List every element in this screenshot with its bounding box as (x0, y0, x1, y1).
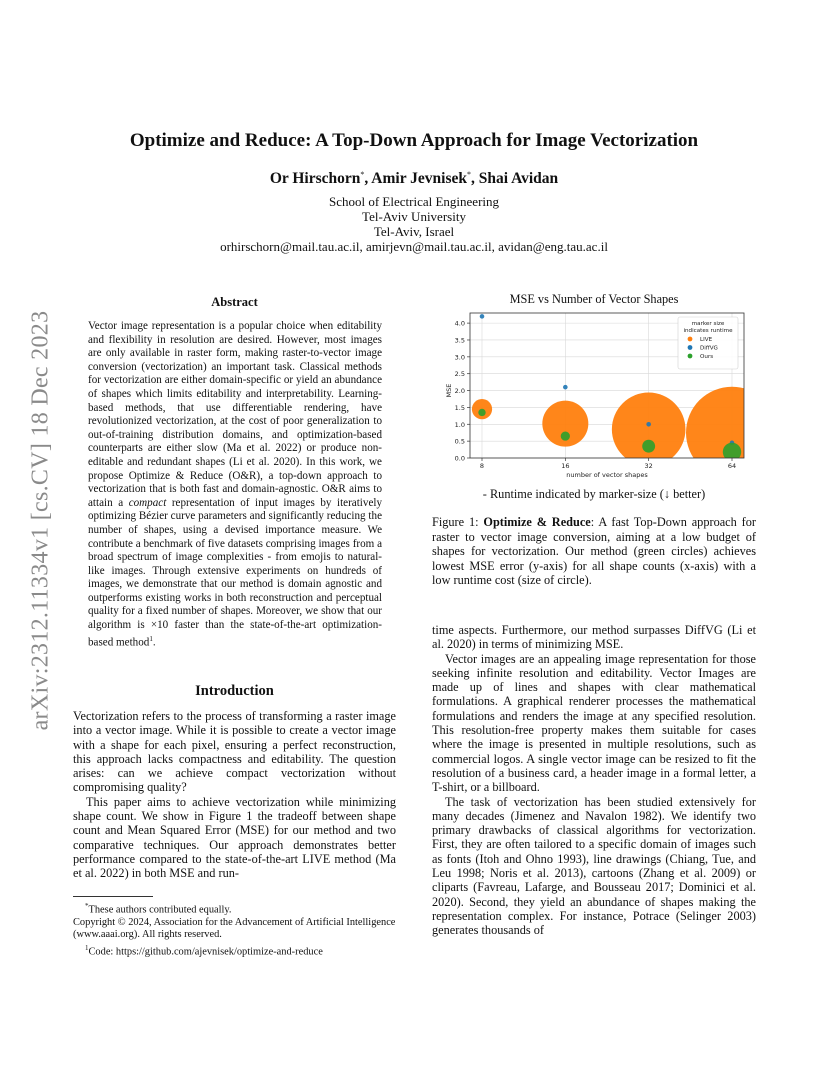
author-emails: orhirschorn@mail.tau.ac.il, amirjevn@mail.tau.ac.il, avidan@eng.tau.ac.il (220, 239, 608, 254)
abstract-text: Vector image representation is a popular choice when editability and flexibility in resolution are desired. However, most images are only available in raster form, making raster-to-vector image conversion (vectorization) an important task. Classical methods for vectorization are either domain-specific or yield an abundance of shapes which limits editability and interpretability. Learning-based methods, that use differentiable rendering, have revolutionized vectorization, at the cost of poor generalization to out-of-training distribution domains, and optimization-based counterparts are either slow (Ma et al. 2022) or produce non-editable and redundant shapes (Li et al. 2020). In this work, we propose Optimize & Reduce (O&R), a top-down approach to vectorization that is both fast and domain-agnostic. O&R aims to attain a (88, 320, 382, 509)
paragraph: Vectorization refers to the process of transforming a raster image into a vector image. While it is possible to create a vector image with a shape for each pixel, ensuring a perfect reconstruction, this approach lacks compactness and editability. The question arises: can we achieve compact vectorization without compromising quality? (73, 709, 396, 795)
footnotes (73, 900, 396, 959)
figure-caption-bold: Optimize & Reduce (483, 515, 591, 529)
legend-marker (688, 345, 693, 350)
abstract-heading: Abstract (211, 295, 258, 309)
y-tick-label: 1.0 (454, 420, 465, 429)
legend-title: indicates runtime (683, 328, 733, 334)
chart-caption: - Runtime indicated by marker-size (↓ better) (482, 487, 706, 501)
author-separator: , (364, 170, 372, 188)
arxiv-identifier (22, 283, 60, 758)
footnote-text: Code: https://github.com/ajevnisek/optimize-and-reduce (88, 946, 323, 958)
section-heading-introduction: Introduction (195, 683, 274, 699)
footnote-code (73, 942, 396, 959)
legend-label: Ours (700, 354, 714, 360)
introduction-body (73, 709, 396, 881)
x-tick-label: 16 (561, 462, 570, 470)
x-tick-label: 8 (479, 462, 485, 470)
author-name: Shai Avidan (478, 170, 559, 188)
affiliation-university: Tel-Aviv University (362, 209, 466, 224)
abstract-body (88, 320, 382, 650)
x-tick-label: 32 (644, 462, 653, 470)
footnote-text: These authors contributed equally. (88, 904, 232, 916)
x-tick-label: 64 (727, 462, 737, 470)
abstract-emphasis: compact (128, 496, 167, 509)
marker-live (686, 387, 756, 479)
equal-contribution-mark: * (360, 170, 365, 179)
right-column-body (432, 623, 756, 938)
mse-chart (432, 308, 756, 483)
marker-diffvg (563, 385, 568, 390)
legend-label: LIVE (700, 337, 713, 343)
footnote-mark: 1 (149, 634, 153, 643)
footnote-mark: 1 (85, 943, 89, 952)
chart-title: MSE vs Number of Vector Shapes (509, 292, 679, 306)
abstract-end: . (152, 636, 156, 649)
affiliation-block (60, 194, 768, 254)
y-tick-label: 3.0 (454, 353, 465, 362)
y-tick-label: 3.5 (454, 336, 465, 345)
marker-diffvg (646, 422, 651, 427)
marker-ours (642, 440, 655, 453)
footnote-mark: * (85, 902, 89, 910)
y-tick-label: 1.5 (454, 403, 465, 412)
marker-ours (478, 409, 485, 416)
abstract-text: representation of input images by iteratively optimizing Bézier curve parameters and significantly reducing the number of shapes, using a devised importance measure. We contribute a benchmark of five datasets comprising images from a broad spectrum of image complexities - from emojis to natural-like images. Through extensive experiments on hundreds of images, we demonstrate that our method is domain agnostic and outperforms existing works in both reconstruction and perceptual quality for a fixed number of shapes. Moreover, we show that our algorithm is ×10 faster than the state-of-the-art optimization-based method (88, 496, 382, 649)
marker-ours (561, 431, 570, 440)
author-separator: , (471, 170, 479, 188)
footnote-divider (73, 896, 153, 897)
legend-title: marker size (691, 321, 725, 327)
author-list (60, 170, 768, 188)
figure-caption (432, 515, 756, 588)
legend-marker (688, 354, 693, 359)
author-name: Or Hirschorn (269, 170, 361, 188)
figure-caption-text: : A fast Top-Down approach for raster to vector image conversion, aiming at a low budget of shapes for vectorization. Our method (green circles) achieves lowest MSE error (y-axis) for all shape counts (x-axis) with a low runtime cost (size of circle). (432, 515, 756, 587)
paragraph: The task of vectorization has been studied extensively for many decades (Jimenez and Navalon 1982). We identify two primary drawbacks of classical algorithms for vectorization. First, they are often tailored to a specific domain of images such as fonts (Itoh and Ohno 1993), line drawings (Chiang, Tue, and Leu 1998; Noris et al. 2013), cartoons (Zhang et al. 2009) or cliparts (Favreau, Lafarge, and Bousseau 2017; Dominici et al. 2020). Second, they yield an abundance of shapes making the representation complex. For instance, Potrace (Selinger 2003) generates thousands of (432, 794, 756, 938)
marker-live (612, 393, 686, 467)
footnote-equal-contribution (73, 900, 396, 917)
arxiv-identifier-text: arXiv:2312.11334v1 [cs.CV] 18 Dec 2023 (27, 310, 54, 731)
y-axis-label: MSE (445, 383, 453, 398)
copyright-notice: Copyright © 2024, Association for the Advancement of Artificial Intelligence (www.aaai.org). All rights reserved. (73, 916, 396, 941)
y-tick-label: 2.0 (454, 387, 465, 396)
figure-label: Figure 1: (432, 515, 484, 529)
paragraph: This paper aims to achieve vectorization while minimizing shape count. We show in Figure 1 the tradeoff between shape count and Mean Squared Error (MSE) for our method and two comparative techniques. Our approach demonstrates better performance compared to the state-of-the-art LIVE method (Ma et al. 2022) in both MSE and run- (73, 794, 396, 881)
x-axis-label: number of vector shapes (566, 471, 648, 479)
marker-diffvg (480, 314, 485, 319)
paragraph: time aspects. Furthermore, our method surpasses DiffVG (Li et al. 2020) in terms of minimizing MSE. (432, 623, 756, 652)
y-tick-label: 4.0 (454, 319, 465, 328)
legend-label: DiffVG (700, 345, 718, 352)
affiliation-city: Tel-Aviv, Israel (373, 224, 455, 239)
affiliation-school: School of Electrical Engineering (328, 194, 500, 209)
y-tick-label: 0.0 (454, 454, 465, 463)
author-name: Amir Jevnisek (371, 170, 468, 188)
legend-marker (688, 337, 693, 342)
paragraph: Vector images are an appealing image representation for those seeking infinite resolution and editability. Vector Images are made up of lines and shapes with clear mathematical formulations. A graphical renderer processes the mathematical formulations and renders the image at any specified resolution. This resolution-free property makes them suitable for cases where the image is presented in multiple resolutions, such as commercial logos. A single vector image can be resized to fit the resolution of a business card, a header image in a formal letter, a T-shirt, or a billboard. (432, 651, 756, 795)
paper-title: Optimize and Reduce: A Top-Down Approach for Image Vectorization (129, 130, 699, 151)
y-tick-label: 0.5 (454, 437, 465, 446)
y-tick-label: 2.5 (454, 370, 465, 379)
equal-contribution-mark: * (467, 170, 472, 179)
